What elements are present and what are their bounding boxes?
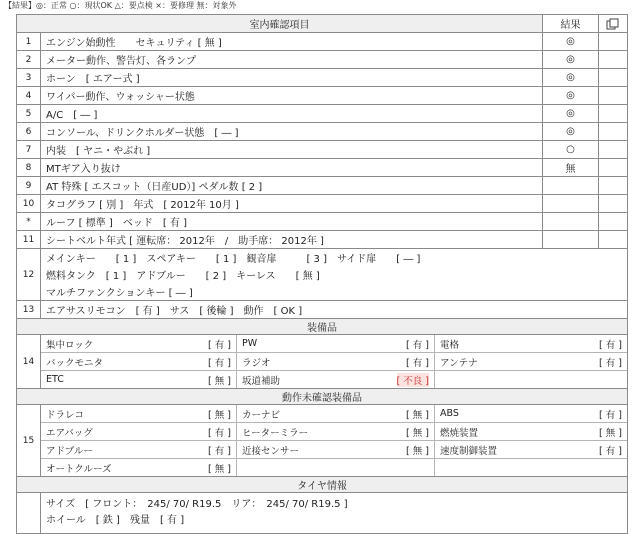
- row-result: ◎: [543, 69, 599, 86]
- equip-label: アンテナ: [440, 357, 478, 369]
- equip-value: [ 有 ]: [208, 357, 231, 369]
- equip-label: ABS: [440, 408, 459, 419]
- row-text: ワイパー動作、ウォッシャー状態: [41, 87, 543, 104]
- equip-value: [ 無 ]: [208, 409, 231, 421]
- keys-line-3: マルチファンクションキー [ ― ]: [46, 288, 193, 299]
- equip-value: [ 無 ]: [599, 427, 622, 439]
- row-number: 15: [17, 405, 41, 476]
- row-number: 14: [17, 335, 41, 388]
- equip-value: [ 有 ]: [599, 409, 622, 421]
- check-row: [17, 141, 627, 159]
- row-result: [543, 213, 599, 230]
- equip-label: バックモニタ: [46, 357, 104, 369]
- equipment-section-title: [17, 319, 627, 335]
- row-number: 9: [17, 177, 41, 194]
- section-title: 装備品: [307, 323, 337, 334]
- check-row: [17, 213, 627, 231]
- equip-value: [ 有 ]: [406, 339, 429, 351]
- equip-value: [ 無 ]: [208, 375, 231, 387]
- row-number: 11: [17, 231, 41, 248]
- row-result: ◎: [543, 33, 599, 50]
- tire-block: [17, 493, 627, 534]
- sheet-header: [17, 15, 627, 33]
- equip-value: [ 無 ]: [406, 427, 429, 439]
- air-suspension-row: [17, 301, 627, 319]
- equip-value: [ 有 ]: [208, 445, 231, 457]
- row-text: ルーフ [ 標準 ] ベッド [ 有 ]: [41, 213, 543, 230]
- row-text: MTギア入り抜け: [41, 159, 543, 176]
- row-result: [543, 231, 599, 248]
- check-row: [17, 69, 627, 87]
- equipment-block: [17, 335, 627, 389]
- row-result: ◎: [543, 87, 599, 104]
- keys-line-1: メインキー [ 1 ] スペアキー [ 1 ] 観音扉 [ 3 ] サイド扉 [ ― ]: [46, 254, 421, 265]
- check-row: [17, 33, 627, 51]
- row-result: ◎: [543, 51, 599, 68]
- keys-row: [17, 249, 627, 301]
- equip-value: [ 有 ]: [406, 357, 429, 369]
- equip-label: カーナビ: [242, 409, 281, 421]
- check-row: [17, 51, 627, 69]
- row-number: 2: [17, 51, 41, 68]
- equip-label: ヒーターミラー: [242, 427, 309, 439]
- equip-label: オートクルーズ: [46, 463, 112, 475]
- row-text: コンソール、ドリンクホルダー状態 [ ― ]: [41, 123, 543, 140]
- equip-label: 燃焼装置: [440, 427, 479, 439]
- tire-size-line: サイズ [ フロント： 245/ 70/ R19.5 リア： 245/ 70/ R19.5 ]: [46, 498, 348, 510]
- check-row: [17, 159, 627, 177]
- equip-value-defect: [ 不良 ]: [397, 373, 429, 387]
- equip-value: [ 有 ]: [208, 427, 231, 439]
- equip-label: ETC: [46, 374, 64, 385]
- page-title: 室内確認項目: [17, 15, 543, 32]
- row-result: ○: [543, 141, 599, 158]
- equip-value: [ 無 ]: [406, 445, 429, 457]
- row-number: 10: [17, 195, 41, 212]
- row-number: 13: [17, 301, 41, 318]
- row-text: エアサスリモコン [ 有 ] サス [ 後輪 ] 動作 [ OK ]: [46, 306, 303, 317]
- equip-label: エアバッグ: [46, 427, 93, 439]
- row-text: シートベルト年式 [ 運転席： 2012年 / 助手席： 2012年 ]: [41, 231, 543, 248]
- result-column-header: 結果: [543, 15, 599, 32]
- row-text: A/C [ ― ]: [41, 105, 543, 122]
- copy-icon[interactable]: [599, 15, 627, 32]
- row-number: 8: [17, 159, 41, 176]
- check-row: [17, 87, 627, 105]
- section-title: タイヤ情報: [297, 481, 347, 492]
- row-number: 12: [17, 249, 41, 300]
- row-number: 5: [17, 105, 41, 122]
- equip-value: [ 有 ]: [599, 339, 622, 351]
- equip-value: [ 無 ]: [406, 409, 429, 421]
- check-row: [17, 177, 627, 195]
- equip-label: PW: [242, 338, 258, 349]
- row-number-blank: [17, 493, 41, 533]
- equip-label: 速度制御装置: [440, 445, 498, 457]
- equip-value: [ 無 ]: [208, 463, 231, 475]
- row-number: 4: [17, 87, 41, 104]
- row-text: エンジン始動性 セキュリティ [ 無 ]: [41, 33, 543, 50]
- result-legend: 【結果】◎：正常 ○：現状OK △：要点検 ×：要修理 無：対象外: [4, 1, 237, 10]
- inspection-sheet: [16, 14, 628, 534]
- keys-line-2: 燃料タンク [ 1 ] アドブルー [ 2 ] キーレス [ 無 ]: [46, 271, 320, 282]
- row-result: [543, 195, 599, 212]
- row-result: ◎: [543, 123, 599, 140]
- equip-label: ラジオ: [242, 357, 271, 369]
- equip-label: ドラレコ: [46, 409, 85, 421]
- row-number: 3: [17, 69, 41, 86]
- equip-label: アドブルー: [46, 445, 93, 457]
- equip-label: 電格: [440, 339, 460, 351]
- tire-section-title: [17, 477, 627, 493]
- unchecked-block: [17, 405, 627, 477]
- equip-value: [ 有 ]: [599, 445, 622, 457]
- equip-value: [ 有 ]: [208, 339, 231, 351]
- check-row: [17, 105, 627, 123]
- equip-label: 坂道補助: [242, 375, 281, 387]
- row-number: 7: [17, 141, 41, 158]
- row-result: ◎: [543, 105, 599, 122]
- section-title: 動作未確認装備品: [282, 393, 362, 404]
- check-row: [17, 231, 627, 249]
- row-result: 無: [543, 159, 599, 176]
- row-result: [543, 177, 599, 194]
- check-row: [17, 123, 627, 141]
- unchecked-section-title: [17, 389, 627, 405]
- row-text: AT 特殊 [ エスコット（日産UD）] ペダル数 [ 2 ]: [41, 177, 543, 194]
- row-number: 1: [17, 33, 41, 50]
- tire-wheel-line: ホイール [ 鉄 ] 残量 [ 有 ]: [46, 514, 185, 525]
- row-number: 6: [17, 123, 41, 140]
- equip-label: 集中ロック: [46, 339, 94, 351]
- row-text: ホーン [ エアー式 ]: [41, 69, 543, 86]
- equip-value: [ 有 ]: [599, 357, 622, 369]
- equip-label: 近接センサー: [242, 445, 300, 457]
- row-text: タコグラフ [ 別 ] 年式 [ 2012年 10月 ]: [41, 195, 543, 212]
- row-text: 内装 [ ヤニ・やぶれ ]: [41, 141, 543, 158]
- check-row: [17, 195, 627, 213]
- row-number: *: [17, 213, 41, 230]
- row-text: メーター動作、警告灯、各ランプ: [41, 51, 543, 68]
